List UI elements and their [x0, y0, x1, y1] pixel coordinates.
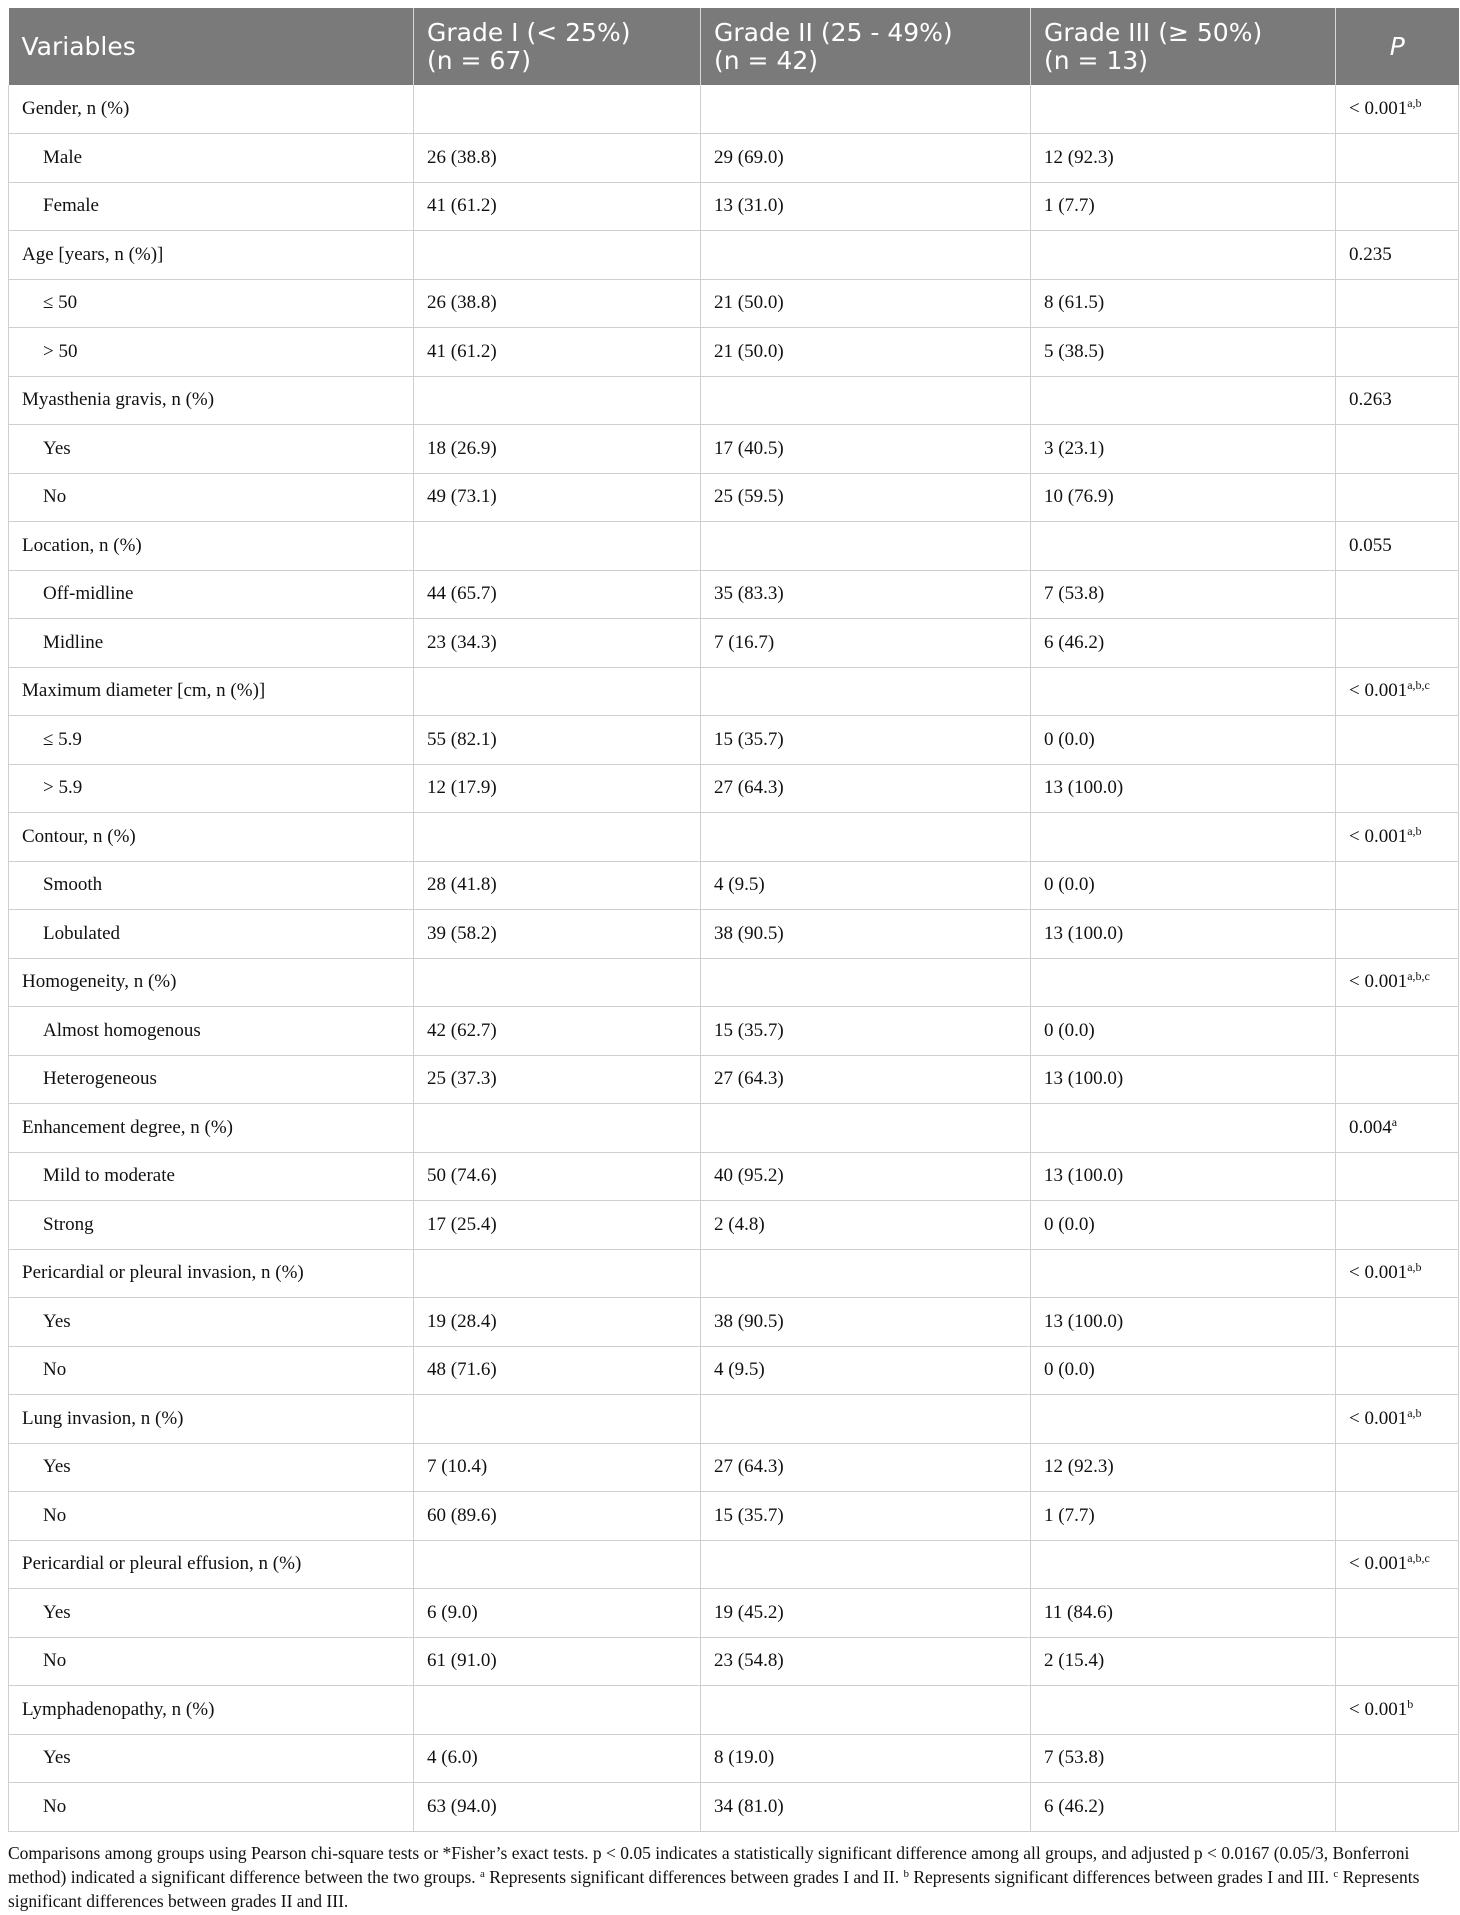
cell-grade-3: 2 (15.4)	[1031, 1637, 1336, 1686]
cell-grade-1: 61 (91.0)	[414, 1637, 701, 1686]
cell-grade-1: 44 (65.7)	[414, 570, 701, 619]
cell-p-value: < $0.001^{a,b}$	[1336, 1249, 1459, 1298]
cell-grade-1: 6 (9.0)	[414, 1589, 701, 1638]
header-variables: Variables	[9, 8, 414, 85]
row-label: Homogeneity, n (%)	[9, 958, 414, 1007]
cell-grade-2	[701, 813, 1031, 862]
row-label: Enhancement degree, n (%)	[9, 1104, 414, 1153]
cell-grade-3: 1 (7.7)	[1031, 1492, 1336, 1541]
cell-p-value	[1336, 910, 1459, 959]
row-sublabel: No	[9, 1637, 414, 1686]
table-row	[9, 716, 1459, 765]
table-row	[9, 425, 1459, 474]
cell-grade-1: 41 (61.2)	[414, 328, 701, 377]
cell-grade-2: 29 (69.0)	[701, 134, 1031, 183]
cell-grade-2	[701, 1249, 1031, 1298]
header-grade-2-n: (n = 42)	[714, 46, 819, 75]
cell-grade-3	[1031, 813, 1336, 862]
cell-p-value	[1336, 1589, 1459, 1638]
cell-grade-2: 35 (83.3)	[701, 570, 1031, 619]
row-sublabel: No	[9, 1783, 414, 1832]
cell-p-value	[1336, 473, 1459, 522]
cell-grade-1	[414, 1104, 701, 1153]
row-sublabel: Off-midline	[9, 570, 414, 619]
row-sublabel: Heterogeneous	[9, 1055, 414, 1104]
cell-grade-1	[414, 376, 701, 425]
cell-p-value: 0.055	[1336, 522, 1459, 571]
cell-grade-1	[414, 958, 701, 1007]
row-label: Maximum diameter [cm, n (%)]	[9, 667, 414, 716]
cell-p-value	[1336, 1007, 1459, 1056]
cell-p-value: < $0.001^{a,b,c}$	[1336, 667, 1459, 716]
p-value-superscript: a	[1391, 1114, 1398, 1129]
cell-grade-3: 10 (76.9)	[1031, 473, 1336, 522]
footnote-c: Represents significant differences between grades II and III.	[8, 1866, 1420, 1911]
cell-grade-1: 28 (41.8)	[414, 861, 701, 910]
table-row-category	[9, 1686, 1459, 1735]
cell-grade-1: 18 (26.9)	[414, 425, 701, 474]
cell-grade-2	[701, 522, 1031, 571]
cell-p-value	[1336, 1492, 1459, 1541]
cell-grade-2: 4 (9.5)	[701, 1346, 1031, 1395]
cell-grade-2	[701, 1540, 1031, 1589]
row-sublabel: No	[9, 1492, 414, 1541]
table-row	[9, 1783, 1459, 1832]
table-row-category	[9, 1249, 1459, 1298]
p-value-superscript: a,b,c	[1407, 678, 1430, 693]
table-row-category	[9, 1104, 1459, 1153]
cell-p-value	[1336, 182, 1459, 231]
cell-grade-3	[1031, 1104, 1336, 1153]
cell-p-value	[1336, 1443, 1459, 1492]
cell-grade-2: 15 (35.7)	[701, 716, 1031, 765]
row-sublabel: Female	[9, 182, 414, 231]
cell-p-value	[1336, 861, 1459, 910]
row-sublabel: > 50	[9, 328, 414, 377]
cell-grade-2: 15 (35.7)	[701, 1492, 1031, 1541]
cell-grade-1	[414, 667, 701, 716]
table-row	[9, 134, 1459, 183]
table-row	[9, 1055, 1459, 1104]
cell-grade-3: 7 (53.8)	[1031, 570, 1336, 619]
footnote-main: Comparisons among groups using Pearson chi-square tests or *Fisher’s exact tests. p < 0.05 indicates a statistically significant difference among all groups, and adjusted p < 0.0167 (0.05/3, Bonferroni method) indicated a significant difference between the two groups.	[8, 1842, 1410, 1887]
cell-grade-3	[1031, 522, 1336, 571]
cell-grade-1: 48 (71.6)	[414, 1346, 701, 1395]
table-row-category	[9, 813, 1459, 862]
cell-p-value: < $0.001^{a,b,c}$	[1336, 1540, 1459, 1589]
p-value-superscript: a,b	[1407, 1260, 1422, 1275]
header-p-value: P	[1336, 8, 1459, 85]
cell-grade-2	[701, 667, 1031, 716]
table-row	[9, 861, 1459, 910]
cell-grade-1	[414, 1395, 701, 1444]
table-row	[9, 1443, 1459, 1492]
cell-grade-2: 8 (19.0)	[701, 1734, 1031, 1783]
row-sublabel: Yes	[9, 425, 414, 474]
table-row	[9, 1734, 1459, 1783]
cell-grade-3: 3 (23.1)	[1031, 425, 1336, 474]
cell-grade-3: 0 (0.0)	[1031, 716, 1336, 765]
cell-grade-2: 23 (54.8)	[701, 1637, 1031, 1686]
row-label: Pericardial or pleural invasion, n (%)	[9, 1249, 414, 1298]
cell-p-value	[1336, 1346, 1459, 1395]
p-value-superscript: a,b	[1407, 96, 1422, 110]
cell-p-value	[1336, 1201, 1459, 1250]
table-row	[9, 1298, 1459, 1347]
cell-p-value: 0.004$^a$	[1336, 1104, 1459, 1153]
cell-p-value	[1336, 425, 1459, 474]
row-sublabel: No	[9, 473, 414, 522]
cell-grade-1: 23 (34.3)	[414, 619, 701, 668]
table-row	[9, 1201, 1459, 1250]
table-row	[9, 764, 1459, 813]
table-row	[9, 619, 1459, 668]
cell-grade-2: 25 (59.5)	[701, 473, 1031, 522]
cell-p-value	[1336, 328, 1459, 377]
row-sublabel: Yes	[9, 1443, 414, 1492]
cell-p-value: < $0.001^{a,b}$	[1336, 813, 1459, 862]
header-grade-1-n: (n = 67)	[427, 46, 532, 75]
cell-grade-2: 27 (64.3)	[701, 1443, 1031, 1492]
table-row	[9, 182, 1459, 231]
table-row-category	[9, 522, 1459, 571]
cell-p-value: < $0.001^{a,b,c}$	[1336, 958, 1459, 1007]
cell-grade-3: 6 (46.2)	[1031, 1783, 1336, 1832]
header-grade-1-label: Grade I (< 25%)	[427, 18, 631, 47]
footnote-mark-c: c	[1333, 1867, 1339, 1880]
cell-grade-3: 13 (100.0)	[1031, 1055, 1336, 1104]
cell-grade-2	[701, 231, 1031, 280]
cell-grade-3: 5 (38.5)	[1031, 328, 1336, 377]
cell-grade-3	[1031, 958, 1336, 1007]
row-label: Pericardial or pleural effusion, n (%)	[9, 1540, 414, 1589]
cell-p-value	[1336, 716, 1459, 765]
row-sublabel: Strong	[9, 1201, 414, 1250]
cell-grade-3	[1031, 1395, 1336, 1444]
table-row	[9, 1152, 1459, 1201]
table-row	[9, 910, 1459, 959]
cell-grade-3: 13 (100.0)	[1031, 910, 1336, 959]
cell-grade-2: 7 (16.7)	[701, 619, 1031, 668]
cell-grade-2: 13 (31.0)	[701, 182, 1031, 231]
cell-p-value: 0.235	[1336, 231, 1459, 280]
table-row-category	[9, 958, 1459, 1007]
table-row-category	[9, 85, 1459, 134]
cell-grade-3	[1031, 85, 1336, 134]
cell-p-value	[1336, 1055, 1459, 1104]
cell-grade-3: 13 (100.0)	[1031, 764, 1336, 813]
header-grade-2-label: Grade II (25 - 49%)	[714, 18, 953, 47]
footnote-mark-a: a	[480, 1867, 485, 1880]
cell-grade-3: 13 (100.0)	[1031, 1152, 1336, 1201]
cell-p-value	[1336, 764, 1459, 813]
row-label: Lymphadenopathy, n (%)	[9, 1686, 414, 1735]
row-sublabel: Mild to moderate	[9, 1152, 414, 1201]
p-value-superscript: a,b	[1407, 823, 1422, 838]
header-grade-2	[701, 8, 1031, 85]
row-sublabel: ≤ 5.9	[9, 716, 414, 765]
cell-grade-2	[701, 1395, 1031, 1444]
cell-grade-1	[414, 1686, 701, 1735]
cell-grade-1: 26 (38.8)	[414, 134, 701, 183]
cell-p-value	[1336, 1637, 1459, 1686]
footnote-b: Represents significant differences between grades I and III.	[908, 1866, 1329, 1887]
cell-grade-3: 13 (100.0)	[1031, 1298, 1336, 1347]
table-row	[9, 1007, 1459, 1056]
cell-grade-3: 12 (92.3)	[1031, 134, 1336, 183]
cell-grade-3	[1031, 376, 1336, 425]
row-sublabel: Smooth	[9, 861, 414, 910]
table-row-category	[9, 667, 1459, 716]
row-sublabel: No	[9, 1346, 414, 1395]
cell-grade-3: 0 (0.0)	[1031, 861, 1336, 910]
row-label: Age [years, n (%)]	[9, 231, 414, 280]
cell-grade-3: 11 (84.6)	[1031, 1589, 1336, 1638]
cell-grade-3	[1031, 1686, 1336, 1735]
row-label: Myasthenia gravis, n (%)	[9, 376, 414, 425]
table-row	[9, 1637, 1459, 1686]
row-sublabel: Yes	[9, 1734, 414, 1783]
cell-grade-2: 27 (64.3)	[701, 764, 1031, 813]
cell-grade-2: 38 (90.5)	[701, 910, 1031, 959]
cell-grade-3	[1031, 231, 1336, 280]
cell-grade-2	[701, 958, 1031, 1007]
cell-grade-1	[414, 1249, 701, 1298]
cell-p-value	[1336, 134, 1459, 183]
row-sublabel: Lobulated	[9, 910, 414, 959]
cell-grade-3: 0 (0.0)	[1031, 1346, 1336, 1395]
cell-grade-2	[701, 376, 1031, 425]
cell-grade-1	[414, 1540, 701, 1589]
table-row	[9, 570, 1459, 619]
data-table	[8, 8, 1459, 1832]
cell-p-value	[1336, 1734, 1459, 1783]
cell-grade-3: 6 (46.2)	[1031, 619, 1336, 668]
cell-grade-2	[701, 85, 1031, 134]
row-sublabel: Yes	[9, 1589, 414, 1638]
cell-grade-2: 15 (35.7)	[701, 1007, 1031, 1056]
cell-grade-2: 34 (81.0)	[701, 1783, 1031, 1832]
cell-grade-1	[414, 85, 701, 134]
row-sublabel: Midline	[9, 619, 414, 668]
cell-grade-2: 4 (9.5)	[701, 861, 1031, 910]
cell-grade-3: 1 (7.7)	[1031, 182, 1336, 231]
row-label: Location, n (%)	[9, 522, 414, 571]
cell-grade-1: 50 (74.6)	[414, 1152, 701, 1201]
cell-p-value: 0.263	[1336, 376, 1459, 425]
cell-grade-1: 42 (62.7)	[414, 1007, 701, 1056]
table-row	[9, 328, 1459, 377]
header-row	[9, 8, 1459, 85]
cell-grade-1: 55 (82.1)	[414, 716, 701, 765]
p-value-superscript: a,b,c	[1407, 1551, 1430, 1566]
cell-grade-1: 12 (17.9)	[414, 764, 701, 813]
header-grade-1	[414, 8, 701, 85]
cell-grade-1: 39 (58.2)	[414, 910, 701, 959]
row-sublabel: Almost homogenous	[9, 1007, 414, 1056]
cell-grade-2	[701, 1686, 1031, 1735]
cell-p-value	[1336, 279, 1459, 328]
cell-grade-2	[701, 1104, 1031, 1153]
cell-grade-1: 7 (10.4)	[414, 1443, 701, 1492]
cell-grade-2: 27 (64.3)	[701, 1055, 1031, 1104]
cell-grade-1	[414, 231, 701, 280]
cell-p-value: < $0.001^{a,b}$	[1336, 1395, 1459, 1444]
cell-p-value	[1336, 1152, 1459, 1201]
cell-grade-2: 38 (90.5)	[701, 1298, 1031, 1347]
table-row	[9, 1492, 1459, 1541]
cell-grade-3: 7 (53.8)	[1031, 1734, 1336, 1783]
table-row	[9, 1346, 1459, 1395]
row-label: Contour, n (%)	[9, 813, 414, 862]
cell-grade-2: 40 (95.2)	[701, 1152, 1031, 1201]
header-grade-3	[1031, 8, 1336, 85]
cell-grade-1: 26 (38.8)	[414, 279, 701, 328]
row-sublabel: > 5.9	[9, 764, 414, 813]
table-row-category	[9, 1395, 1459, 1444]
row-label: Gender, n (%)	[9, 85, 414, 134]
cell-grade-2: 21 (50.0)	[701, 328, 1031, 377]
cell-grade-1: 63 (94.0)	[414, 1783, 701, 1832]
cell-grade-3	[1031, 1540, 1336, 1589]
row-sublabel: ≤ 50	[9, 279, 414, 328]
cell-grade-1: 17 (25.4)	[414, 1201, 701, 1250]
cell-grade-3: 8 (61.5)	[1031, 279, 1336, 328]
header-grade-3-label: Grade III (≥ 50%)	[1044, 18, 1263, 47]
cell-p-value: < 0.001$^b$	[1336, 1686, 1459, 1735]
cell-grade-1: 19 (28.4)	[414, 1298, 701, 1347]
cell-p-value	[1336, 619, 1459, 668]
cell-grade-2: 21 (50.0)	[701, 279, 1031, 328]
cell-p-value: < $0.001^{a,b}$	[1336, 85, 1459, 134]
cell-grade-2: 17 (40.5)	[701, 425, 1031, 474]
cell-grade-1: 25 (37.3)	[414, 1055, 701, 1104]
table-body	[9, 85, 1459, 1831]
table-row	[9, 1589, 1459, 1638]
cell-grade-2: 2 (4.8)	[701, 1201, 1031, 1250]
table-row-category	[9, 376, 1459, 425]
footnote-a: Represents significant differences between grades I and II.	[484, 1866, 900, 1887]
cell-p-value	[1336, 1298, 1459, 1347]
cell-grade-3: 12 (92.3)	[1031, 1443, 1336, 1492]
cell-grade-3: 0 (0.0)	[1031, 1201, 1336, 1250]
footnote-mark-b: b	[903, 1867, 909, 1880]
cell-grade-3	[1031, 667, 1336, 716]
p-value-superscript: a,b	[1407, 1405, 1422, 1420]
cell-grade-3: 0 (0.0)	[1031, 1007, 1336, 1056]
cell-grade-1	[414, 522, 701, 571]
table-container	[8, 8, 1458, 1913]
table-row-category	[9, 231, 1459, 280]
table-footnote	[8, 1841, 1458, 1913]
cell-grade-1: 49 (73.1)	[414, 473, 701, 522]
table-row	[9, 473, 1459, 522]
row-sublabel: Yes	[9, 1298, 414, 1347]
header-grade-3-n: (n = 13)	[1044, 46, 1149, 75]
row-sublabel: Male	[9, 134, 414, 183]
cell-grade-1	[414, 813, 701, 862]
cell-grade-3	[1031, 1249, 1336, 1298]
cell-grade-1: 4 (6.0)	[414, 1734, 701, 1783]
p-value-superscript: a,b,c	[1407, 969, 1430, 984]
table-row-category	[9, 1540, 1459, 1589]
cell-p-value	[1336, 1783, 1459, 1832]
p-value-superscript: b	[1407, 1696, 1414, 1711]
cell-p-value	[1336, 570, 1459, 619]
cell-grade-1: 41 (61.2)	[414, 182, 701, 231]
table-row	[9, 279, 1459, 328]
row-label: Lung invasion, n (%)	[9, 1395, 414, 1444]
cell-grade-2: 19 (45.2)	[701, 1589, 1031, 1638]
cell-grade-1: 60 (89.6)	[414, 1492, 701, 1541]
